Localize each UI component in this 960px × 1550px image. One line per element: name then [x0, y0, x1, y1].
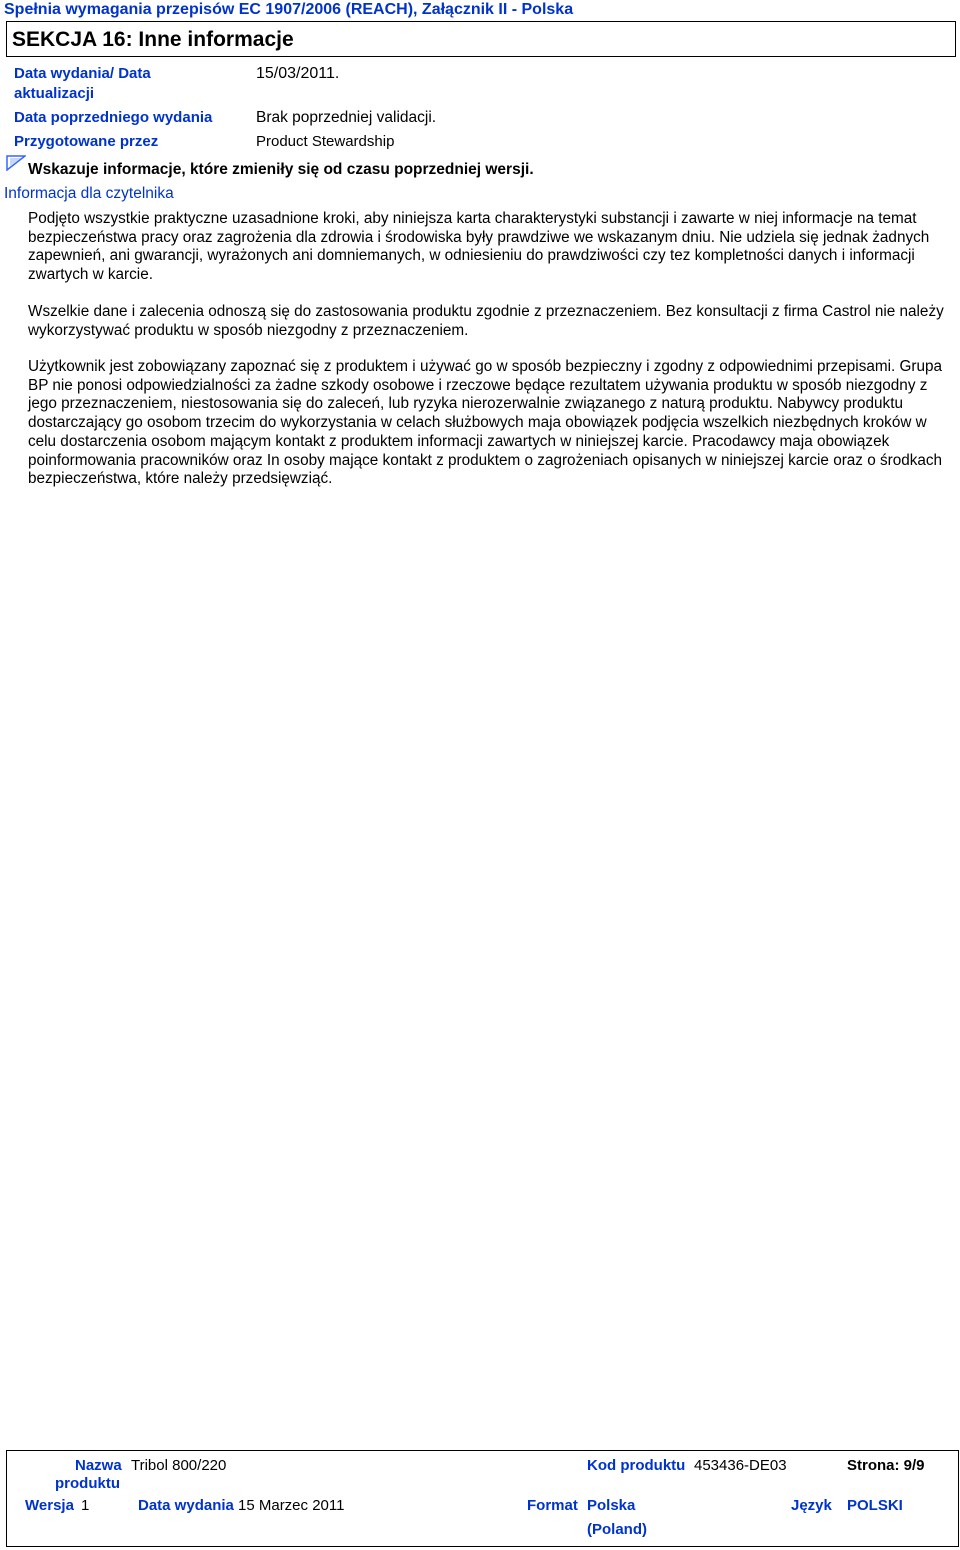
footer-page-number: Strona: 9/9: [847, 1457, 925, 1474]
section-title: SEKCJA 16: Inne informacje: [12, 28, 294, 51]
previous-date-value: Brak poprzedniej validacji.: [256, 109, 437, 126]
footer-version-value: 1: [81, 1497, 90, 1514]
footer-product-name-label-1: Nazwa: [75, 1457, 122, 1474]
footer-issue-date-value: 15 Marzec 2011: [238, 1497, 345, 1514]
section-title-box: [6, 21, 956, 57]
regulation-header: Spełnia wymagania przepisów EC 1907/2006 (REACH), Załącznik II - Polska: [4, 1, 574, 18]
reader-info-paragraph-1: Podjęto wszystkie praktyczne uzasadnione kroki, aby niniejsza karta charakterystyki substancji i zawarte w niej informacje na temat bezpieczeństwa pracy oraz zagrożenia dla zdrowia i środowiska były prawdziwe we wskazanym dniu. Nie udziela się jednak żadnych zapewnień, ani gwarancji, wyrażonych ani domniemanych, w odniesieniu do prawdziwości czy tez kompletności danych i informacji zwartych w karcie.: [28, 210, 930, 284]
change-note: Wskazuje informacje, które zmieniły się od czasu poprzedniej wersji.: [28, 161, 534, 178]
previous-date-label: Data poprzedniego wydania: [14, 109, 213, 126]
footer-language-label: Język: [791, 1497, 832, 1514]
footer-box: [6, 1450, 959, 1547]
footer-product-name-value: Tribol 800/220: [131, 1457, 227, 1474]
footer-format-value-2: (Poland): [587, 1521, 647, 1538]
footer-product-name-label-2: produktu: [55, 1475, 120, 1492]
issue-date-label: Data wydania/ Data aktualizacji: [14, 65, 151, 102]
reader-info-heading: Informacja dla czytelnika: [4, 185, 174, 202]
reader-info-paragraph-2: Wszelkie dane i zalecenia odnoszą się do zastosowania produktu zgodnie z przeznaczeniem. Bez konsultacji z firma Castrol nie należy wykorzystywać produktu w sposób niezgodny z przeznaczeniem.: [28, 303, 944, 339]
footer-language-value: POLSKI: [847, 1497, 903, 1514]
prepared-by-value: Product Stewardship: [256, 133, 395, 150]
change-marker-icon: [6, 155, 26, 171]
footer-product-code-label: Kod produktu: [587, 1457, 686, 1474]
reader-info-paragraph-3: Użytkownik jest zobowiązany zapoznać się z produktem i używać go w sposób bezpieczny i zgodny z odpowiednimi przepisami. Grupa BP nie ponosi odpowiedzialności za żadne szkody osobowe i rzeczowe będące rezultatem używania produktu w sposób niezgodny z jego przeznaczeniem, niestosowania się do zaleceń, lub ryzyka nierozerwalnie związanego z naturą produktu. Nabywcy produktu dostarczający go osobom trzecim do wykorzystania w celach służbowych maja obowiązek podjęcia wszelkich niezbędnych kroków w celu dostarczenia osobom mającym kontakt z produktem informacji zawartych w niniejszej karcie. Pracodawcy maja obowiązek poinformowania pracowników oraz In osoby mające kontakt z produktem o zagrożeniach opisanych w niniejszej karcie oraz o środkach bezpieczeństwa, które należy przedsięwziąć.: [28, 358, 943, 488]
prepared-by-label: Przygotowane przez: [14, 133, 159, 150]
footer-format-value-1: Polska: [587, 1497, 636, 1514]
footer-product-code-value: 453436-DE03: [694, 1457, 787, 1474]
footer-format-label: Format: [527, 1497, 578, 1514]
footer-version-label: Wersja: [25, 1497, 74, 1514]
footer-issue-date-label: Data wydania: [138, 1497, 234, 1514]
issue-date-value: 15/03/2011.: [256, 65, 340, 82]
